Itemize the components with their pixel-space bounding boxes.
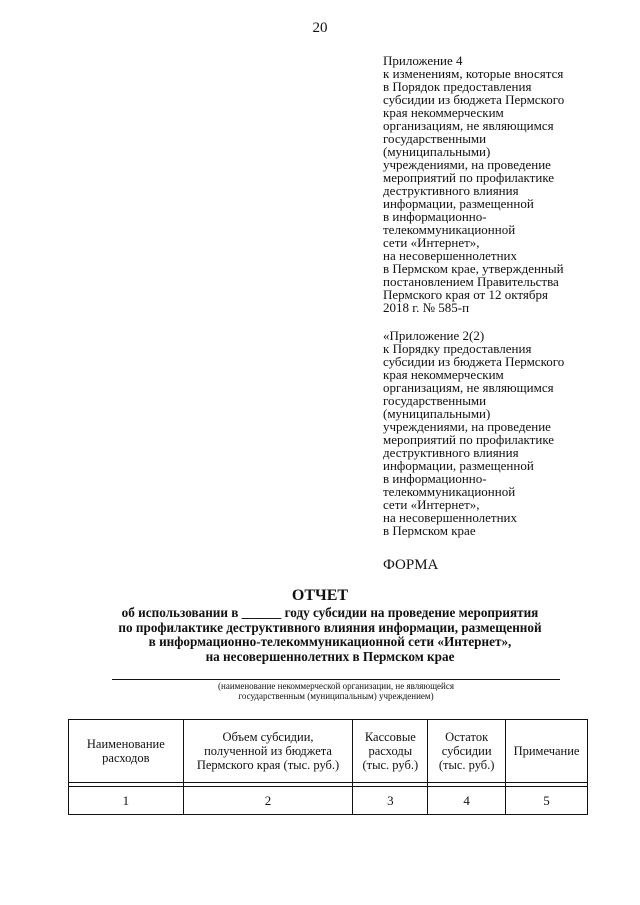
appendix-2-2-line: к Порядку предоставления (383, 341, 532, 356)
appendix-2-2-line: субсидии из бюджета Пермского (383, 354, 565, 369)
appendix-2-2-line: мероприятий по профилактике (383, 432, 555, 447)
appendix-2-2-line: в информационно- (383, 471, 487, 486)
appendix-2-2-line: (муниципальными) (383, 406, 491, 421)
column-number-cell: 5 (506, 787, 588, 815)
header-text-line: (тыс. руб.) (438, 758, 495, 772)
appendix-4-line: в информационно- (383, 209, 487, 224)
table-number-row (69, 787, 588, 815)
appendix-4-line: к изменениям, которые вносятся (383, 66, 564, 81)
table-header-row (69, 720, 588, 783)
header-text-line: Кассовые (364, 730, 416, 744)
header-text-line: полученной из бюджета (204, 744, 332, 758)
appendix-2-2-line: деструктивного влияния (383, 445, 519, 460)
column-number-cell: 4 (428, 787, 506, 815)
column-number-cell: 1 (69, 787, 184, 815)
organization-caption-line: (наименование некоммерческой организации, не являющейся (218, 681, 454, 691)
header-text-line: Остаток (445, 730, 489, 744)
appendix-2-2-line: учреждениями, на проведение (383, 419, 551, 434)
header-text-line: Пермского края (тыс. руб.) (196, 758, 340, 772)
header-text-line: расходов (102, 751, 150, 765)
appendix-4-line: в Порядок предоставления (383, 79, 532, 94)
header-subsidy-balance (428, 720, 506, 783)
column-number-cell: 2 (183, 787, 353, 815)
appendix-4-line: сети «Интернет», (383, 235, 480, 250)
page-number: 20 (312, 20, 328, 36)
organization-caption (112, 681, 560, 701)
appendix-4-line: учреждениями, на проведение (383, 157, 551, 172)
appendix-4-line: субсидии из бюджета Пермского (383, 92, 565, 107)
appendix-4-line: информации, размещенной (383, 196, 534, 211)
organization-caption-line: государственным (муниципальным) учреждением) (238, 691, 434, 701)
appendix-2-2-line: телекоммуникационной (383, 484, 516, 499)
header-text-line: Объем субсидии, (222, 730, 314, 744)
header-expense-name (69, 720, 184, 783)
header-text-line: расходы (368, 744, 413, 758)
header-note (506, 720, 588, 783)
appendix-4-line: 2018 г. № 585-п (383, 300, 470, 315)
appendix-2-2-line: государственными (383, 393, 487, 408)
appendix-4-block (383, 54, 613, 314)
appendix-2-2-line: информации, размещенной (383, 458, 534, 473)
appendix-2-2-line: «Приложение 2(2) (383, 328, 485, 343)
report-subtitle (60, 606, 600, 664)
appendix-4-line: Пермского края от 12 октября (383, 287, 548, 302)
report-subtitle-line: об использовании в ______ году субсидии на проведение мероприятия (121, 605, 539, 620)
appendix-2-2-block (383, 329, 613, 537)
appendix-2-2-line: в Пермском крае (383, 523, 476, 538)
header-text-line: Наименование (86, 737, 165, 751)
appendix-4-line: в Пермском крае, утвержденный (383, 261, 564, 276)
appendix-4-line: на несовершеннолетних (383, 248, 518, 263)
header-text-line: субсидии (441, 744, 492, 758)
report-subtitle-line: на несовершеннолетних в Пермском крае (205, 648, 455, 664)
header-text-line: (тыс. руб.) (362, 758, 419, 772)
report-subtitle-line: в информационно-телекоммуникационной сети «Интернет», (148, 634, 512, 649)
appendix-2-2-line: сети «Интернет», (383, 497, 480, 512)
appendix-4-line: постановлением Правительства (383, 274, 559, 289)
appendix-2-2-line: на несовершеннолетних (383, 510, 518, 525)
form-label: ФОРМА (383, 557, 439, 573)
appendix-4-line: телекоммуникационной (383, 222, 516, 237)
header-cash-expenses (353, 720, 428, 783)
appendix-4-line: государственными (383, 131, 487, 146)
report-title: ОТЧЕТ (291, 587, 349, 604)
appendix-2-2-line: края некоммерческим (383, 367, 504, 382)
appendix-4-line: деструктивного влияния (383, 183, 519, 198)
header-subsidy-amount (183, 720, 353, 783)
column-number-cell: 3 (353, 787, 428, 815)
appendix-4-line: организациям, не являющимся (383, 118, 554, 133)
organization-name-line (112, 679, 560, 680)
report-table (68, 719, 588, 815)
header-text-line: Примечание (513, 744, 580, 758)
appendix-4-line: края некоммерческим (383, 105, 504, 120)
appendix-2-2-line: организациям, не являющимся (383, 380, 554, 395)
appendix-4-line: мероприятий по профилактике (383, 170, 555, 185)
report-subtitle-line: по профилактике деструктивного влияния информации, размещенной (118, 619, 542, 635)
appendix-4-line: Приложение 4 (383, 53, 463, 68)
appendix-4-line: (муниципальными) (383, 144, 491, 159)
